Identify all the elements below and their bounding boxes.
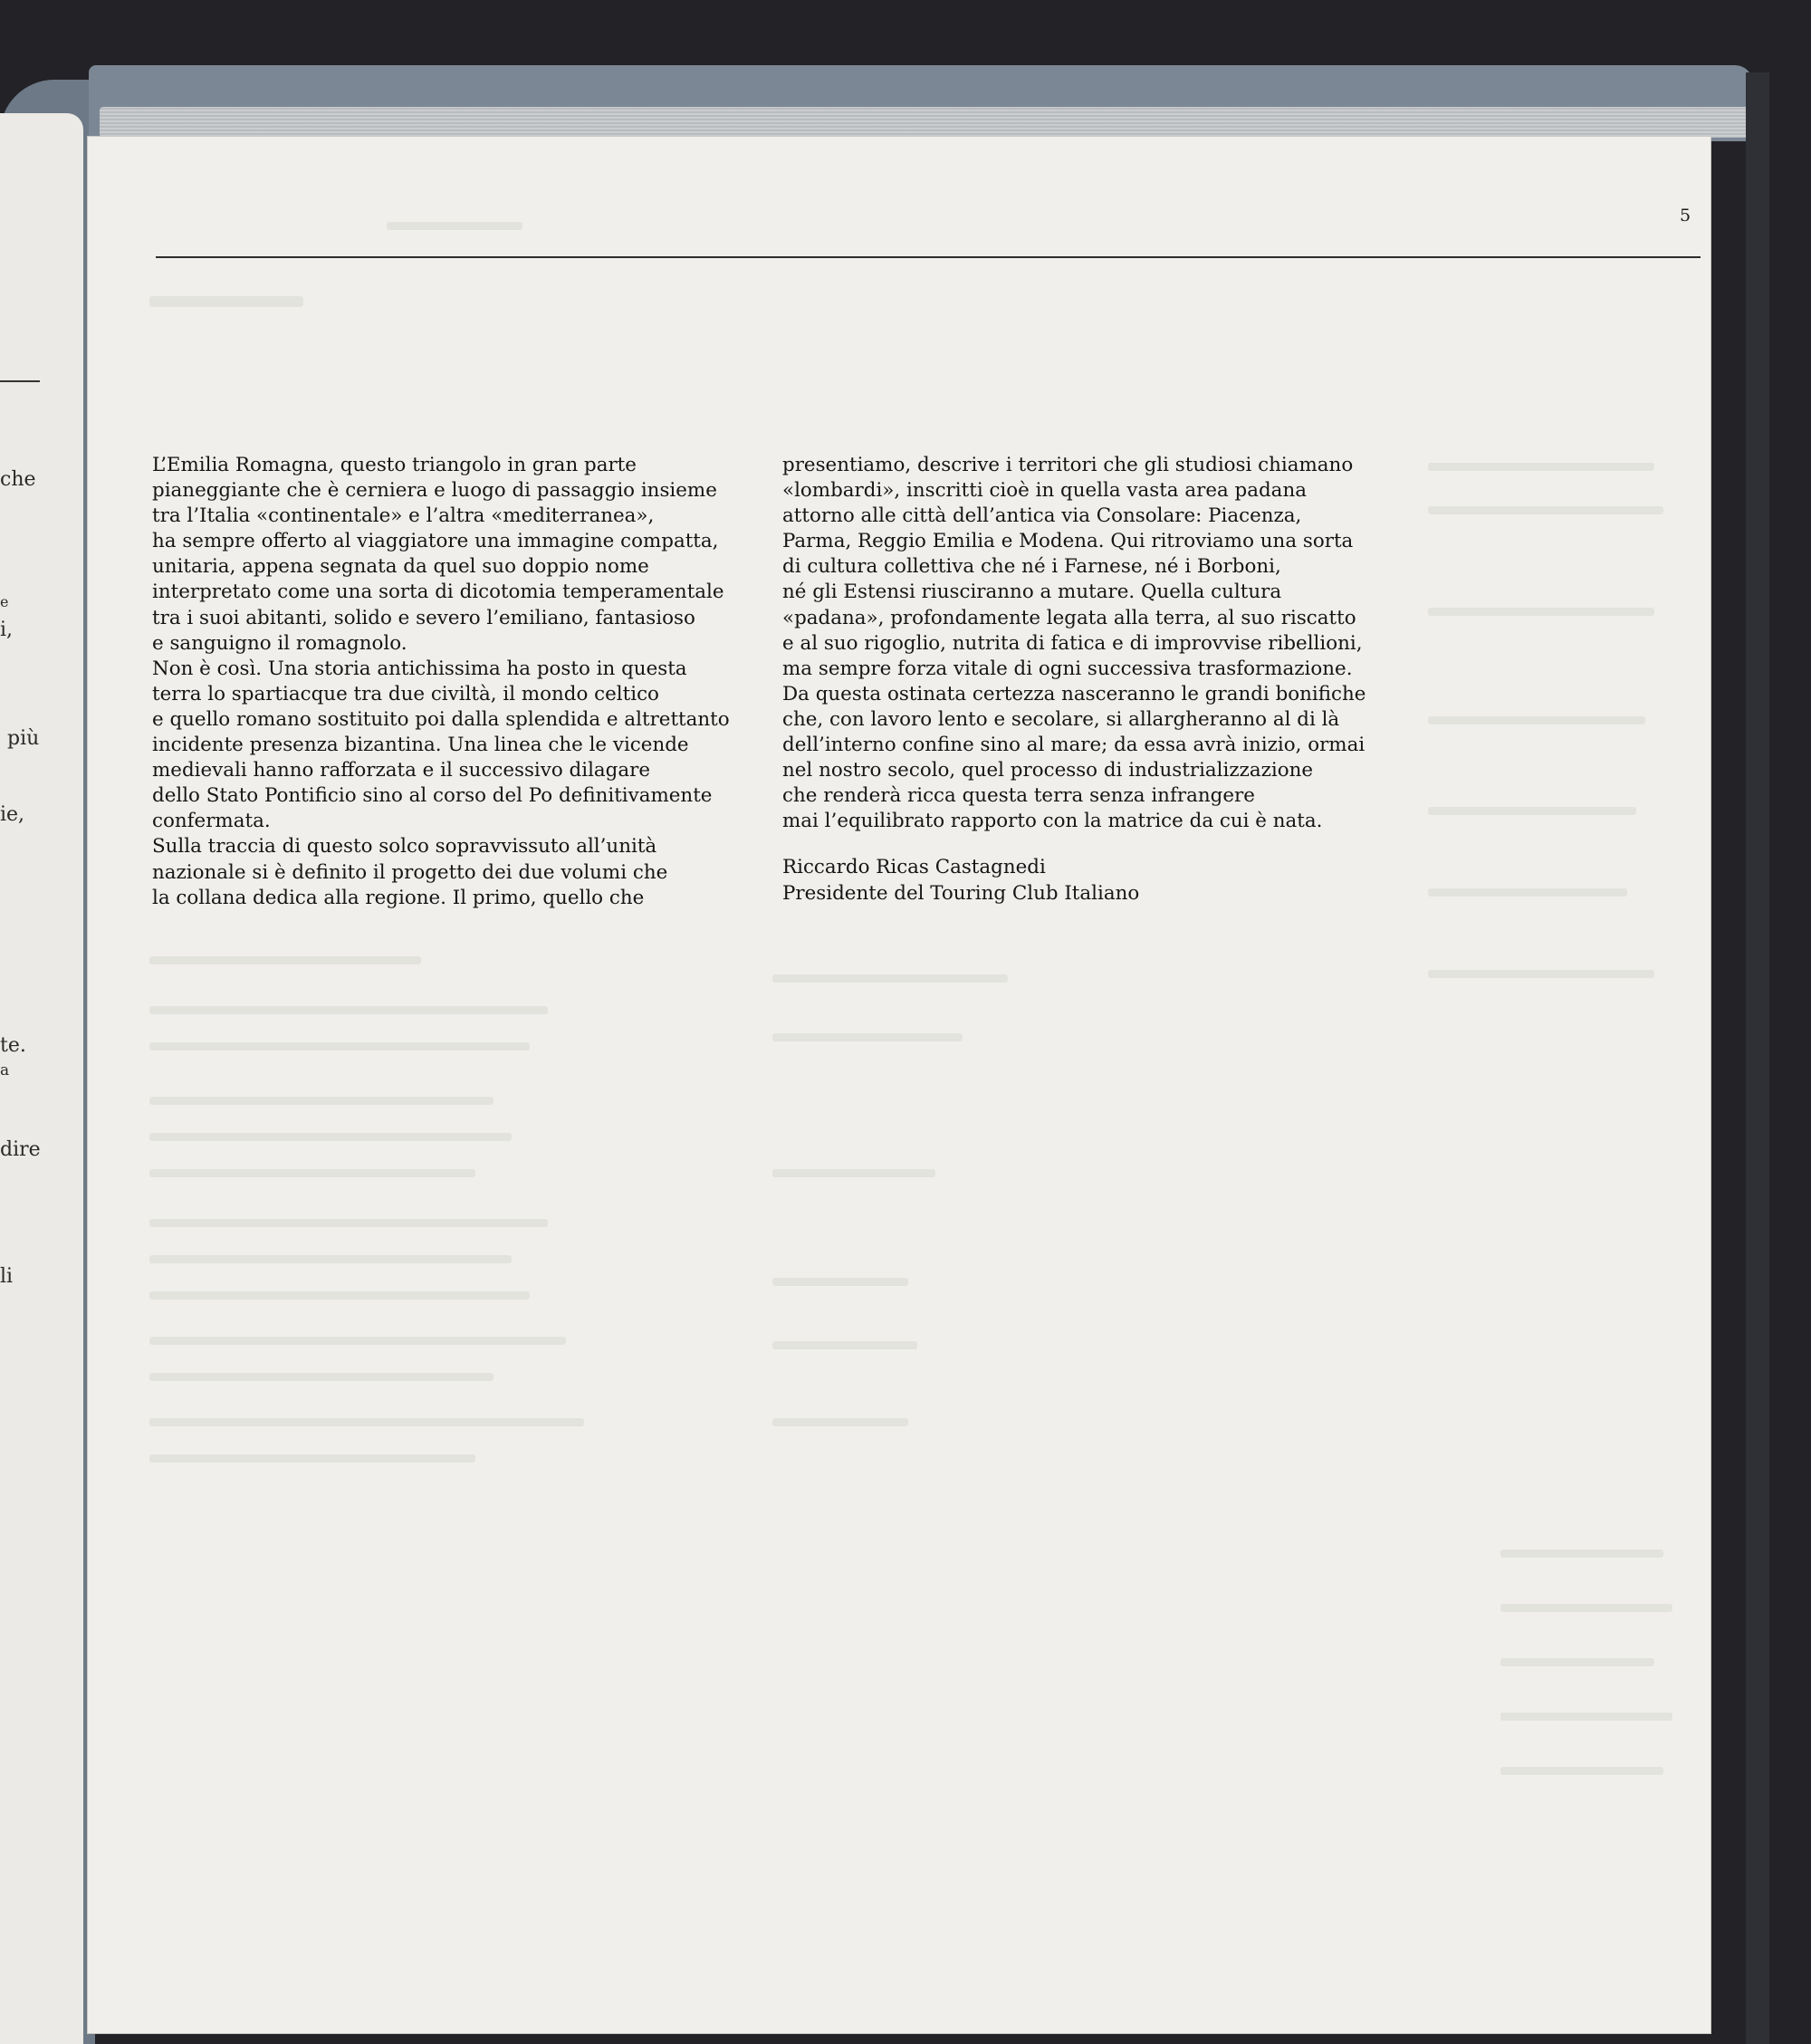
show-through (1428, 888, 1627, 897)
text-line: che, con lavoro lento e secolare, si allargheranno al di là (782, 707, 1340, 731)
paragraph-gap (782, 834, 1365, 855)
show-through (149, 1337, 566, 1345)
text-line: ma sempre forza vitale di ogni successiva trasformazione. (782, 657, 1353, 680)
show-through (1428, 463, 1654, 471)
left-page-fragment: dire (0, 1138, 41, 1161)
show-through (1500, 1604, 1672, 1612)
text-line: di cultura collettiva che né i Farnese, né i Borboni, (782, 555, 1281, 579)
header-rule (156, 256, 1701, 258)
text-line: Sulla traccia di questo solco sopravvissuto all’unità (152, 835, 657, 859)
text-line: pianeggiante che è cerniera e luogo di passaggio insieme (152, 479, 717, 503)
text-line: dell’interno confine sino al mare; da essa avrà inizio, ormai (782, 734, 1365, 757)
show-through (1428, 608, 1654, 616)
left-facing-page (0, 113, 83, 2044)
signature-name: Riccardo Ricas Castagnedi (782, 856, 1046, 879)
right-book-cover (1746, 72, 1769, 2044)
show-through (149, 296, 303, 307)
signature-title: Presidente del Touring Club Italiano (782, 881, 1140, 905)
text-line: confermata. (152, 810, 271, 833)
text-column-left (152, 453, 730, 911)
left-page-fragment: che (0, 468, 36, 491)
show-through (149, 1255, 512, 1263)
show-through (1500, 1658, 1654, 1666)
page-number: 5 (1680, 206, 1691, 226)
text-line: nazionale si è definito il progetto dei due volumi che (152, 860, 668, 884)
text-line: Da questa ostinata certezza nasceranno le grandi bonifiche (782, 682, 1366, 705)
text-line: Non è così. Una storia antichissima ha posto in questa (152, 657, 687, 680)
show-through (149, 1097, 493, 1105)
text-line: medievali hanno rafforzata e il successivo dilagare (152, 759, 650, 782)
text-line: incidente presenza bizantina. Una linea che le vicende (152, 734, 689, 757)
text-line: L’Emilia Romagna, questo triangolo in gran parte (152, 454, 637, 476)
book-page (87, 136, 1711, 2034)
show-through (149, 1454, 475, 1463)
text-line: dello Stato Pontificio sino al corso del Po definitivamente (152, 784, 713, 808)
text-line: e al suo rigoglio, nutrita di fatica e di improvvise ribellioni, (782, 631, 1363, 655)
text-line: mai l’equilibrato rapporto con la matrice da cui è nata. (782, 810, 1323, 833)
stacked-page-edges (100, 107, 1749, 138)
show-through (149, 1006, 548, 1014)
text-line: «padana», profondamente legata alla terra, al suo riscatto (782, 606, 1356, 629)
left-page-fragment: te. (0, 1034, 26, 1057)
text-column-right (782, 453, 1365, 907)
show-through (149, 1042, 530, 1051)
show-through (149, 1418, 584, 1426)
text-line: tra l’Italia «continentale» e l’altra «mediterranea», (152, 504, 655, 528)
text-line: la collana dedica alla regione. Il primo, quello che (152, 886, 645, 909)
left-page-fragment: a (0, 1061, 10, 1080)
left-page-fragment: i, (0, 619, 14, 641)
show-through (772, 1169, 935, 1177)
text-line: e sanguigno il romagnolo. (152, 631, 407, 655)
show-through (149, 1291, 530, 1300)
show-through (1428, 970, 1654, 978)
text-line: presentiamo, descrive i territori che gli studiosi chiamano (782, 454, 1354, 476)
left-page-header-rule (0, 380, 40, 382)
text-line: «lombardi», inscritti cioè in quella vasta area padana (782, 479, 1307, 503)
show-through (1428, 716, 1645, 725)
show-through (1500, 1550, 1663, 1558)
left-page-fragment: li (0, 1265, 14, 1288)
text-line: attorno alle città dell’antica via Consolare: Piacenza, (782, 504, 1302, 528)
show-through (1428, 506, 1663, 514)
text-line: ha sempre offerto al viaggiatore una immagine compatta, (152, 530, 719, 553)
text-line: nel nostro secolo, quel processo di industrializzazione (782, 759, 1314, 782)
text-line: unitaria, appena segnata da quel suo doppio nome (152, 555, 649, 579)
show-through (772, 1278, 908, 1286)
text-line: tra i suoi abitanti, solido e severo l’emiliano, fantasioso (152, 606, 695, 629)
show-through (1500, 1713, 1672, 1721)
text-line: né gli Estensi riusciranno a mutare. Quella cultura (782, 581, 1282, 604)
show-through (149, 1169, 475, 1177)
show-through (1500, 1767, 1663, 1775)
show-through (772, 1418, 908, 1426)
show-through (149, 1373, 493, 1381)
show-through (387, 222, 522, 230)
show-through (772, 1341, 917, 1349)
show-through (772, 1033, 963, 1041)
show-through (1428, 807, 1636, 815)
left-page-fragment: e (0, 593, 9, 610)
text-line: che renderà ricca questa terra senza infrangere (782, 784, 1255, 808)
text-line: terra lo spartiacque tra due civiltà, il mondo celtico (152, 682, 659, 705)
show-through (149, 1219, 548, 1227)
text-line: Parma, Reggio Emilia e Modena. Qui ritroviamo una sorta (782, 530, 1354, 553)
show-through (149, 1133, 512, 1141)
text-line: interpretato come una sorta di dicotomia temperamentale (152, 581, 724, 604)
left-page-fragment: più (7, 727, 40, 750)
left-page-fragment: ie, (0, 803, 25, 826)
show-through (772, 974, 1008, 983)
show-through (149, 956, 421, 964)
text-line: e quello romano sostituito poi dalla splendida e altrettanto (152, 707, 730, 731)
